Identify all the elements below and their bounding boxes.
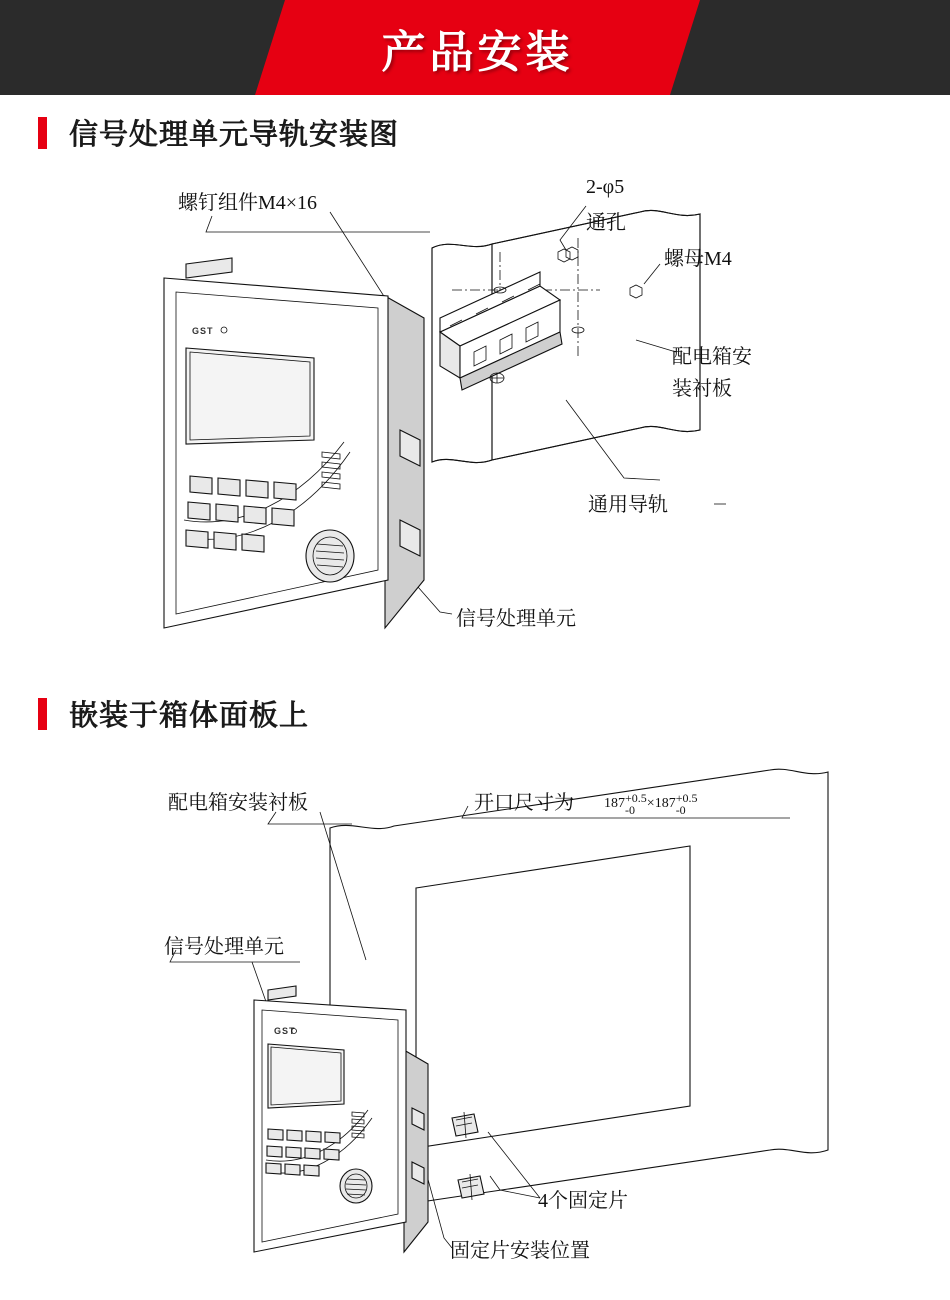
dim-value-2: 187 <box>654 796 676 812</box>
label-screw-assembly: 螺钉组件M4×16 <box>178 192 318 214</box>
label-through-hole: 通孔 <box>586 212 626 234</box>
dim-tol1-upper: +0.5 <box>625 791 647 805</box>
label-hole-count: 2-φ5 <box>586 176 625 198</box>
label-nut: 螺母M4 <box>664 248 732 270</box>
svg-text:GST: GST <box>274 1026 296 1036</box>
label-signal-unit-1: 信号处理单元 <box>456 608 576 630</box>
section-title-1: 信号处理单元导轨安装图 <box>69 119 400 151</box>
dim-tol1-lower: -0 <box>625 803 635 817</box>
dim-value-1: 187 <box>604 796 625 812</box>
label-panel-liner-line2: 装衬板 <box>672 378 732 400</box>
label-signal-unit-2: 信号处理单元 <box>164 936 284 958</box>
label-din-rail: 通用导轨 <box>588 494 668 516</box>
label-clips-count: 4个固定片 <box>538 1190 628 1212</box>
label-clip-position: 固定片安装位置 <box>450 1240 590 1262</box>
svg-text:GST: GST <box>192 326 214 336</box>
label-panel-liner-line1: 配电箱安 <box>672 346 752 368</box>
dim-tol2-upper: +0.5 <box>675 791 698 805</box>
page-title: 产品安装 <box>381 27 574 77</box>
label-panel-liner-2: 配电箱安装衬板 <box>168 792 308 814</box>
section-title-2: 嵌装于箱体面板上 <box>69 700 310 732</box>
label-opening-size: 开口尺寸为 <box>474 792 574 814</box>
opening-dimension <box>604 792 697 816</box>
dim-tol2-lower: -0 <box>675 803 686 817</box>
dim-times: × <box>646 796 655 812</box>
